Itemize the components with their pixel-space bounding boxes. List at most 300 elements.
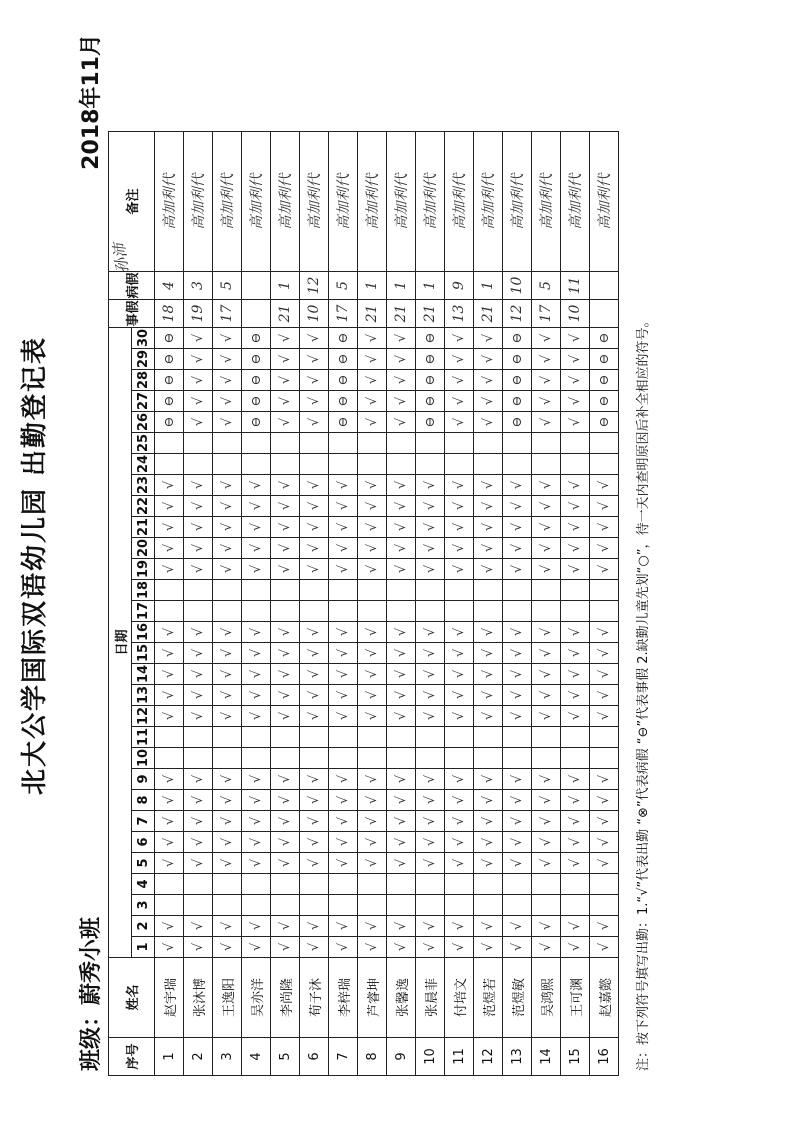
child-name: 张沐博 (184, 958, 213, 1038)
attendance-mark: √ (300, 412, 329, 433)
attendance-mark: √ (387, 832, 416, 853)
attendance-mark (300, 727, 329, 748)
attendance-mark (503, 433, 532, 454)
attendance-mark (300, 454, 329, 475)
page-title: 北大公学国际双语幼儿园 出勤登记表 (20, 335, 50, 796)
attendance-mark: √ (387, 538, 416, 559)
attendance-mark: √ (416, 832, 445, 853)
absence-count: 12 (503, 300, 532, 328)
row-index: 7 (329, 1038, 358, 1076)
attendance-mark (561, 580, 590, 601)
attendance-mark: ⊖ (503, 391, 532, 412)
attendance-mark: √ (300, 538, 329, 559)
attendance-mark (300, 748, 329, 769)
attendance-mark (329, 580, 358, 601)
attendance-mark: √ (590, 664, 619, 685)
attendance-mark (474, 874, 503, 895)
day-header: 22 (132, 496, 155, 517)
attendance-mark: √ (474, 790, 503, 811)
attendance-mark (387, 748, 416, 769)
table-row (590, 132, 619, 1076)
table-row (213, 132, 242, 1076)
attendance-mark (532, 601, 561, 622)
attendance-mark: √ (387, 622, 416, 643)
attendance-mark: √ (213, 538, 242, 559)
attendance-mark: √ (358, 790, 387, 811)
day-header: 6 (132, 832, 155, 853)
attendance-mark: √ (590, 517, 619, 538)
attendance-mark: ⊖ (155, 391, 184, 412)
attendance-mark: ⊖ (329, 412, 358, 433)
attendance-mark: ⊖ (242, 412, 271, 433)
absence-header: 事假 (109, 300, 155, 328)
child-name: 范煜若 (474, 958, 503, 1038)
sick-count: 1 (474, 272, 503, 300)
day-header: 8 (132, 790, 155, 811)
attendance-mark (213, 433, 242, 454)
attendance-mark: √ (445, 811, 474, 832)
attendance-mark: √ (503, 790, 532, 811)
attendance-mark: √ (561, 538, 590, 559)
attendance-mark: √ (155, 937, 184, 958)
attendance-mark: √ (358, 517, 387, 538)
absence-count: 17 (532, 300, 561, 328)
table-row (184, 132, 213, 1076)
table-row (358, 132, 387, 1076)
attendance-mark: √ (445, 496, 474, 517)
attendance-mark: √ (590, 538, 619, 559)
attendance-mark: √ (474, 685, 503, 706)
attendance-mark: √ (242, 517, 271, 538)
attendance-mark: √ (242, 769, 271, 790)
absence-count: 19 (184, 300, 213, 328)
attendance-mark: √ (532, 391, 561, 412)
child-name: 李尚隆 (271, 958, 300, 1038)
attendance-mark (503, 601, 532, 622)
attendance-mark: √ (184, 916, 213, 937)
attendance-mark (474, 601, 503, 622)
attendance-mark: √ (329, 769, 358, 790)
attendance-mark: √ (387, 790, 416, 811)
attendance-mark: ⊖ (155, 370, 184, 391)
attendance-mark: √ (271, 664, 300, 685)
table-row (387, 132, 416, 1076)
attendance-mark: √ (213, 811, 242, 832)
attendance-mark: ⊖ (416, 412, 445, 433)
attendance-mark (213, 580, 242, 601)
attendance-mark (271, 433, 300, 454)
attendance-mark (300, 433, 329, 454)
attendance-mark (532, 727, 561, 748)
attendance-mark (561, 748, 590, 769)
row-index: 9 (387, 1038, 416, 1076)
attendance-mark (503, 874, 532, 895)
attendance-mark (532, 874, 561, 895)
row-index: 16 (590, 1038, 619, 1076)
attendance-mark (271, 727, 300, 748)
attendance-mark (474, 580, 503, 601)
attendance-mark: √ (271, 811, 300, 832)
attendance-mark (242, 874, 271, 895)
attendance-mark: √ (329, 538, 358, 559)
attendance-mark: √ (242, 832, 271, 853)
attendance-mark (213, 454, 242, 475)
attendance-mark: √ (445, 832, 474, 853)
attendance-mark: √ (184, 706, 213, 727)
attendance-mark: √ (445, 328, 474, 349)
row-index: 4 (242, 1038, 271, 1076)
child-name: 荀子沐 (300, 958, 329, 1038)
attendance-mark: √ (590, 706, 619, 727)
attendance-mark: √ (532, 790, 561, 811)
attendance-mark (532, 895, 561, 916)
attendance-mark: √ (561, 391, 590, 412)
sick-count: 5 (329, 272, 358, 300)
attendance-mark (503, 727, 532, 748)
attendance-mark: √ (416, 706, 445, 727)
attendance-mark: √ (503, 706, 532, 727)
attendance-mark: √ (271, 349, 300, 370)
attendance-mark (590, 895, 619, 916)
attendance-mark: √ (416, 790, 445, 811)
attendance-mark: √ (387, 412, 416, 433)
attendance-mark (184, 601, 213, 622)
day-header: 3 (132, 895, 155, 916)
attendance-mark: √ (445, 559, 474, 580)
attendance-mark: √ (445, 769, 474, 790)
attendance-mark: √ (358, 937, 387, 958)
attendance-mark: √ (561, 349, 590, 370)
attendance-mark (242, 433, 271, 454)
day-header: 20 (132, 538, 155, 559)
attendance-mark: √ (561, 517, 590, 538)
attendance-mark: √ (532, 769, 561, 790)
attendance-mark: ⊖ (503, 412, 532, 433)
attendance-mark: √ (445, 706, 474, 727)
attendance-mark (213, 748, 242, 769)
attendance-mark: √ (358, 685, 387, 706)
attendance-mark: √ (561, 496, 590, 517)
attendance-mark: √ (271, 328, 300, 349)
attendance-mark: √ (155, 916, 184, 937)
attendance-mark: √ (561, 328, 590, 349)
attendance-mark: √ (271, 370, 300, 391)
attendance-mark: √ (271, 790, 300, 811)
day-header: 26 (132, 412, 155, 433)
attendance-mark: √ (358, 538, 387, 559)
attendance-mark (155, 895, 184, 916)
attendance-mark: ⊖ (329, 370, 358, 391)
attendance-mark: √ (155, 538, 184, 559)
date-header: 日期 (109, 328, 132, 958)
attendance-mark: √ (300, 706, 329, 727)
attendance-mark: √ (561, 412, 590, 433)
attendance-mark: √ (271, 685, 300, 706)
day-header: 28 (132, 370, 155, 391)
attendance-mark: √ (300, 328, 329, 349)
attendance-mark (242, 748, 271, 769)
attendance-mark (300, 895, 329, 916)
attendance-mark: √ (532, 412, 561, 433)
day-header: 4 (132, 874, 155, 895)
attendance-mark: √ (300, 622, 329, 643)
attendance-mark: √ (416, 664, 445, 685)
attendance-mark: √ (329, 790, 358, 811)
day-header: 25 (132, 433, 155, 454)
attendance-mark: ⊖ (155, 412, 184, 433)
attendance-mark (155, 433, 184, 454)
attendance-mark: √ (213, 517, 242, 538)
day-header: 14 (132, 664, 155, 685)
attendance-mark: √ (184, 643, 213, 664)
attendance-mark: √ (503, 517, 532, 538)
child-name: 吴鸿熙 (532, 958, 561, 1038)
attendance-mark: √ (184, 685, 213, 706)
row-index: 15 (561, 1038, 590, 1076)
attendance-mark (300, 874, 329, 895)
attendance-mark: ⊖ (416, 349, 445, 370)
attendance-mark: √ (416, 622, 445, 643)
attendance-mark (184, 580, 213, 601)
attendance-mark: √ (242, 622, 271, 643)
attendance-mark: ⊖ (416, 370, 445, 391)
attendance-mark: √ (155, 664, 184, 685)
attendance-mark: √ (445, 475, 474, 496)
attendance-mark: √ (184, 412, 213, 433)
attendance-rows (155, 132, 619, 1076)
attendance-mark: √ (358, 391, 387, 412)
table-row (474, 132, 503, 1076)
day-header: 23 (132, 475, 155, 496)
attendance-mark (184, 895, 213, 916)
child-name: 张馨逸 (387, 958, 416, 1038)
attendance-mark (358, 601, 387, 622)
absence-count: 21 (387, 300, 416, 328)
attendance-mark: √ (474, 475, 503, 496)
attendance-mark: √ (503, 538, 532, 559)
attendance-mark: √ (329, 643, 358, 664)
attendance-mark: √ (387, 349, 416, 370)
day-header: 15 (132, 643, 155, 664)
child-name: 付培文 (445, 958, 474, 1038)
attendance-mark: √ (503, 685, 532, 706)
attendance-mark: √ (532, 622, 561, 643)
attendance-mark (155, 454, 184, 475)
attendance-mark (358, 895, 387, 916)
attendance-mark: √ (561, 790, 590, 811)
attendance-mark (300, 580, 329, 601)
day-header: 12 (132, 706, 155, 727)
attendance-mark: ⊖ (590, 391, 619, 412)
attendance-mark: √ (184, 538, 213, 559)
attendance-mark: √ (445, 349, 474, 370)
attendance-mark: √ (155, 706, 184, 727)
absence-count: 17 (213, 300, 242, 328)
absence-count: 18 (155, 300, 184, 328)
attendance-mark: √ (271, 832, 300, 853)
attendance-mark (561, 601, 590, 622)
attendance-mark (329, 895, 358, 916)
attendance-mark: ⊖ (590, 370, 619, 391)
attendance-mark (155, 727, 184, 748)
attendance-mark: √ (184, 349, 213, 370)
attendance-mark: √ (474, 538, 503, 559)
attendance-mark (503, 454, 532, 475)
attendance-mark: √ (155, 832, 184, 853)
row-index: 8 (358, 1038, 387, 1076)
attendance-mark (155, 580, 184, 601)
attendance-mark: √ (213, 643, 242, 664)
absence-count: 10 (300, 300, 329, 328)
remark: 高加利代 (184, 132, 213, 272)
attendance-mark (155, 748, 184, 769)
attendance-mark: √ (155, 769, 184, 790)
attendance-mark (242, 580, 271, 601)
attendance-mark: √ (155, 622, 184, 643)
sick-count (590, 272, 619, 300)
attendance-mark: √ (358, 370, 387, 391)
attendance-mark (184, 748, 213, 769)
child-name: 吴亦洋 (242, 958, 271, 1038)
row-index: 11 (445, 1038, 474, 1076)
attendance-mark: √ (445, 685, 474, 706)
attendance-mark (184, 454, 213, 475)
absence-count: 21 (416, 300, 445, 328)
attendance-mark: √ (213, 370, 242, 391)
child-name: 王可渊 (561, 958, 590, 1038)
child-name: 芦睿坤 (358, 958, 387, 1038)
attendance-mark: √ (445, 412, 474, 433)
attendance-mark (387, 580, 416, 601)
attendance-mark (416, 433, 445, 454)
attendance-mark (590, 433, 619, 454)
attendance-mark: √ (416, 643, 445, 664)
attendance-mark: √ (387, 496, 416, 517)
attendance-mark: √ (271, 412, 300, 433)
attendance-mark: √ (590, 811, 619, 832)
attendance-mark: √ (242, 916, 271, 937)
attendance-mark: √ (532, 685, 561, 706)
day-header: 7 (132, 811, 155, 832)
attendance-mark: √ (503, 643, 532, 664)
attendance-mark: √ (213, 349, 242, 370)
attendance-mark: √ (358, 349, 387, 370)
attendance-mark (358, 433, 387, 454)
day-header: 10 (132, 748, 155, 769)
absence-count (242, 300, 271, 328)
attendance-mark: √ (242, 685, 271, 706)
attendance-mark: ⊖ (329, 328, 358, 349)
attendance-mark: √ (300, 664, 329, 685)
day-header: 9 (132, 769, 155, 790)
attendance-mark: √ (416, 538, 445, 559)
row-index: 13 (503, 1038, 532, 1076)
attendance-mark (358, 874, 387, 895)
day-header: 30 (132, 328, 155, 349)
attendance-mark: √ (242, 496, 271, 517)
attendance-mark (213, 895, 242, 916)
sick-count: 5 (213, 272, 242, 300)
attendance-mark (445, 748, 474, 769)
row-index: 5 (271, 1038, 300, 1076)
attendance-mark: √ (358, 769, 387, 790)
table-row (155, 132, 184, 1076)
attendance-mark: √ (445, 622, 474, 643)
attendance-mark (416, 727, 445, 748)
attendance-mark (358, 454, 387, 475)
attendance-mark: √ (445, 517, 474, 538)
attendance-mark (445, 874, 474, 895)
attendance-mark: √ (416, 496, 445, 517)
attendance-mark: √ (184, 832, 213, 853)
attendance-mark: √ (155, 517, 184, 538)
attendance-mark: √ (590, 832, 619, 853)
attendance-mark: √ (213, 664, 242, 685)
absence-count: 21 (358, 300, 387, 328)
attendance-mark (416, 874, 445, 895)
attendance-mark: √ (184, 790, 213, 811)
table-row (561, 132, 590, 1076)
attendance-mark: √ (532, 475, 561, 496)
attendance-mark (561, 727, 590, 748)
remark: 高加利代 (532, 132, 561, 272)
attendance-mark: √ (155, 496, 184, 517)
attendance-mark: √ (358, 664, 387, 685)
table-row (329, 132, 358, 1076)
attendance-mark: √ (474, 664, 503, 685)
attendance-mark: √ (532, 937, 561, 958)
absence-count: 21 (474, 300, 503, 328)
remark: 高加利代 (300, 132, 329, 272)
remark: 高加利代 (271, 132, 300, 272)
attendance-mark: √ (271, 853, 300, 874)
attendance-mark: √ (416, 517, 445, 538)
attendance-mark: √ (474, 496, 503, 517)
attendance-mark: √ (213, 706, 242, 727)
attendance-mark: √ (300, 349, 329, 370)
remark: 高加利代 (213, 132, 242, 272)
attendance-mark (445, 580, 474, 601)
attendance-table (108, 131, 619, 1076)
attendance-mark (416, 601, 445, 622)
attendance-mark: √ (300, 790, 329, 811)
attendance-mark: √ (184, 769, 213, 790)
attendance-mark: √ (590, 475, 619, 496)
attendance-mark: √ (387, 916, 416, 937)
attendance-mark: √ (242, 475, 271, 496)
attendance-mark (590, 874, 619, 895)
attendance-mark: √ (242, 706, 271, 727)
attendance-mark: √ (561, 916, 590, 937)
attendance-mark: √ (590, 496, 619, 517)
remark: 高加利代 (503, 132, 532, 272)
remark: 高加利代 (416, 132, 445, 272)
attendance-mark: √ (329, 496, 358, 517)
attendance-mark: √ (532, 643, 561, 664)
remark: 高加利代 (242, 132, 271, 272)
child-name: 范煜敏 (503, 958, 532, 1038)
sick-count: 4 (155, 272, 184, 300)
attendance-mark (445, 454, 474, 475)
day-header: 19 (132, 559, 155, 580)
table-row (416, 132, 445, 1076)
name-header: 姓名 (109, 958, 155, 1038)
attendance-mark: √ (155, 853, 184, 874)
attendance-mark: √ (184, 496, 213, 517)
row-index: 10 (416, 1038, 445, 1076)
attendance-mark: √ (561, 937, 590, 958)
attendance-mark: √ (184, 328, 213, 349)
